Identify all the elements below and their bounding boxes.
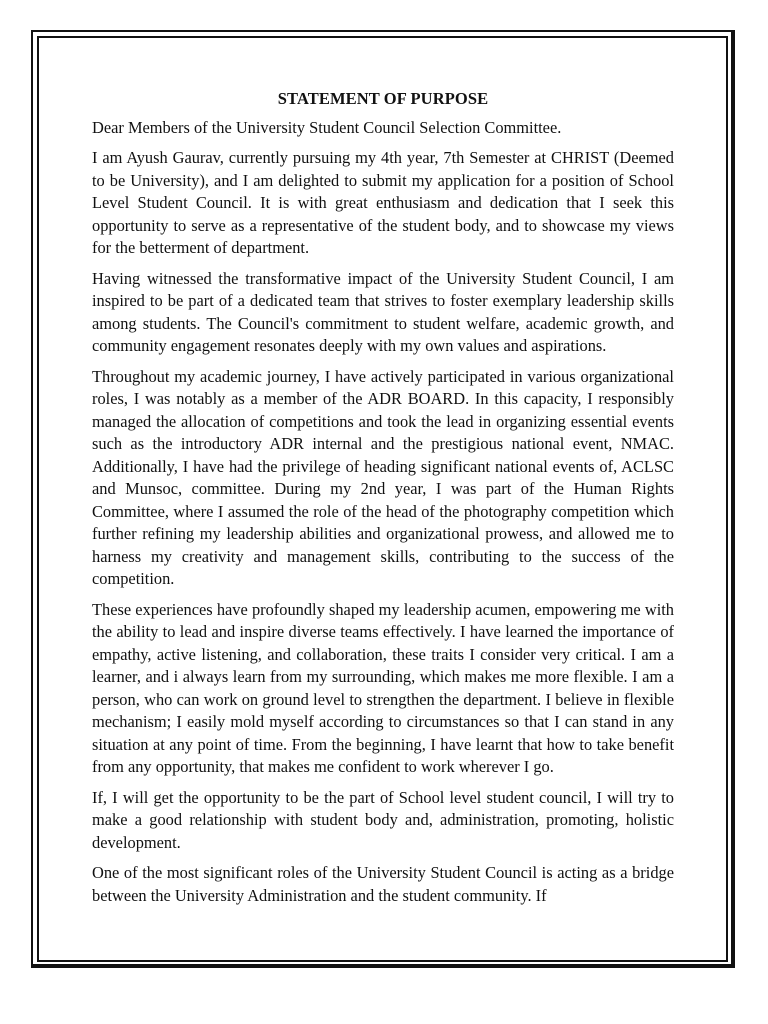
paragraph-introduction: I am Ayush Gaurav, currently pursuing my 4th year, 7th Semester at CHRIST (Deemed to be University), and I am delighted to submit my application for a position of School Level Student Council. It is with great enthusiasm and dedication that I seek this opportunity to serve as a representative of the student body, and to showcase my views for the betterment of department. — [92, 148, 674, 257]
paragraph-experience: Throughout my academic journey, I have actively participated in various organizational roles, I was notably as a member of the ADR BOARD. In this capacity, I responsibly managed the allocation of competitions and took the lead in organizing essential events such as the introductory ADR internal and the prestigious national event, NMAC. Additionally, I have had the privilege of heading significant national events of, ACLSC and Munsoc, committee. During my 2nd year, I was part of the Human Rights Committee, where I assumed the role of the head of the photography competition which further refining my leadership abilities and organizational prowess, and allowed me to harness my creativity and management skills, contributing to the success of the competition. — [92, 366, 674, 588]
paragraph-skills: These experiences have profoundly shaped my leadership acumen, empowering me with the ability to lead and inspire diverse teams effectively. I have learned the importance of empathy, active listening, and collaboration, these traits I consider very critical. I am a learner, and i always learn from my surrounding, which makes me more flexible. I am a person, who can work on ground level to strengthen the department. I believe in flexible mechanism; I easily mold myself according to circumstances so that I can stand in any situation at any point of time. From the beginning, I have learnt that how to take benefit from any opportunity, that makes me confident to work wherever I go. — [92, 599, 674, 776]
paragraph-motivation: Having witnessed the transformative impact of the University Student Council, I am inspired to be part of a dedicated team that strives to foster exemplary leadership skills among students. The Council's commitment to student welfare, academic growth, and community engagement resonates deeply with my own values and aspirations. — [92, 268, 674, 355]
paragraph-role: One of the most significant roles of the University Student Council is acting as a bridge between the University Administration and the student community. If — [92, 863, 674, 905]
salutation: Dear Members of the University Student Council Selection Committee. — [92, 117, 562, 137]
document-title: STATEMENT OF PURPOSE — [277, 89, 489, 108]
document-body — [92, 88, 674, 915]
paragraph-goals: If, I will get the opportunity to be the part of School level student council, I will try to make a good relationship with student body and, administration, promoting, holistic development. — [92, 787, 674, 852]
